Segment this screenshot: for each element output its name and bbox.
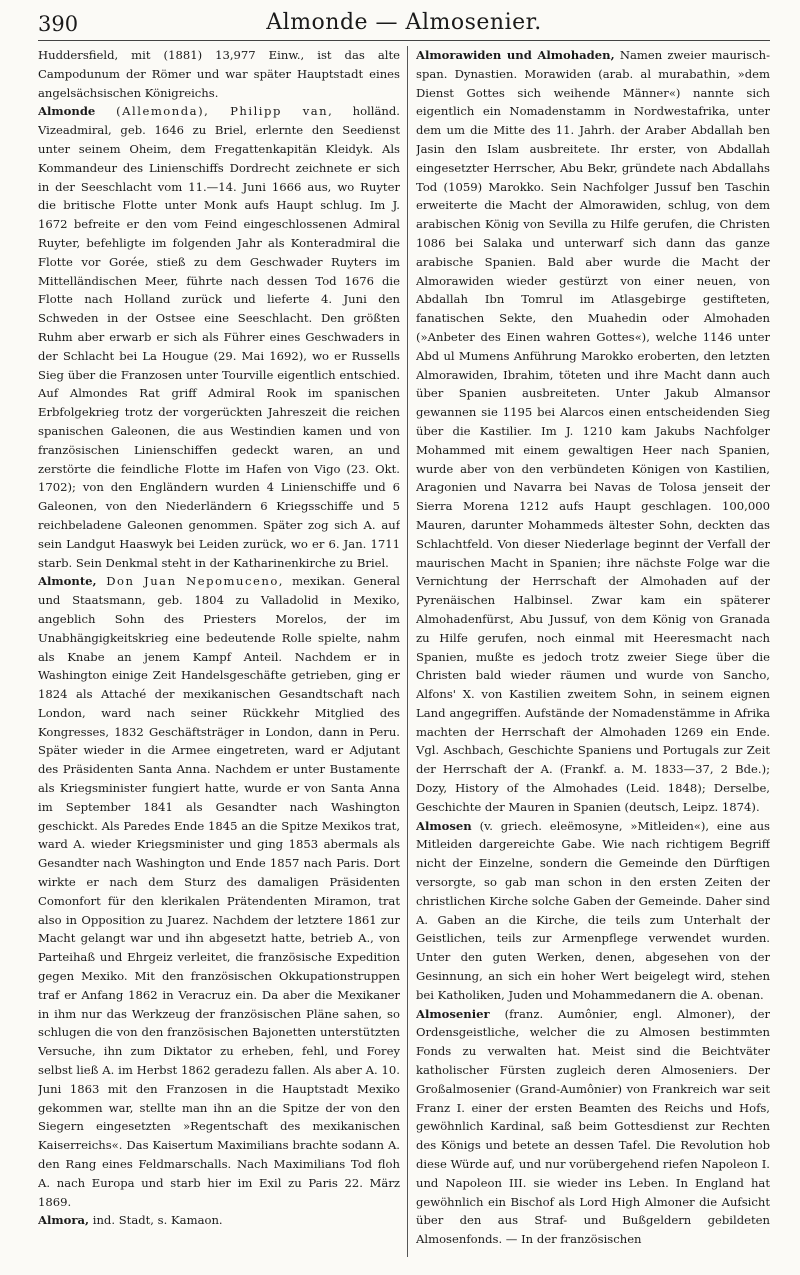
dictionary-entry xyxy=(416,1005,770,1249)
entry-text: Huddersfield, mit (1881) 13,977 Einw., ist das alte Campodunum der Römer und war später Hauptstadt eines angelsächsischen Königreichs. xyxy=(38,48,400,100)
dictionary-entry xyxy=(416,46,770,817)
text-columns xyxy=(38,46,770,1257)
entry-lemma: Almonde xyxy=(38,104,96,119)
left-column xyxy=(38,46,400,1257)
entry-lemma: Almonte, xyxy=(38,574,97,589)
dictionary-entry xyxy=(38,102,400,572)
entry-lemma: Almora, xyxy=(38,1213,90,1228)
entry-lemma: Almosenier xyxy=(416,1006,490,1021)
entry-text: Namen zweier maurisch-span. Dynastien. Morawiden (arab. al murabathin, »dem Dienst Gottes sich weihende Männer«) nannte sich eigentlich ein Nomadenstamm in Nordwestafrika, unter dem um die Mitte des 11. Jahrh. der Araber Abdallah ben Jasin den Islam ausbreitete. Ihr erster, von Abdallah eingesetzter Herrscher, Abu Bekr, gründete nach Abdallahs Tod (1059) Marokko. Sein Nachfolger Jussuf ben Taschin erweiterte die Macht der Almorawiden, schlug, von dem arabischen König von Sevilla zu Hilfe gerufen, die Christen 1086 bei Salaka und unterwarf sich dann das ganze arabische Spanien. Bald aber wurde die Macht der Almorawiden wieder gestürzt von einer neuen, von Abdallah Ibn Tomrul im Atlasgebirge gestifteten, fanatischen Sekte, den Muahedin oder Almohaden (»Anbeter des Einen wahren Gottes«), welche 1146 unter Abd ul Mumens Anführung Marokko eroberten, den letzten Almorawiden, Ibrahim, töteten und ihre Macht dann auch über Spanien ausbreiteten. Unter Jakub Almansor gewannen sie 1195 bei Alarcos einen entscheidenden Sieg über die Kastilier. Im J. 1210 kam Jakubs Nachfolger Mohammed mit einem gewaltigen Heer nach Spanien, wurde aber von den verbündeten Königen von Kastilien, Aragonien und Navarra bei Navas de Tolosa jenseit der Sierra Morena 1212 aufs Haupt geschlagen. 100,000 Mauren, darunter Mohammeds ältester Sohn, deckten das Schlachtfeld. Von dieser Niederlage beginnt der Verfall der maurischen Macht in Spanien; ihre nächste Folge war die Vernichtung der Herrschaft der Almohaden auf der Pyrenäischen Halbinsel. Zwar kam ein späterer Almohadenfürst, Abu Jussuf, von dem König von Granada zu Hilfe gerufen, noch einmal mit Heeresmacht nach Spanien, mußte es jedoch trotz zweier Siege über die Christen bald wieder räumen und wurde von Sancho, Alfons' X. von Kastilien zweitem Sohn, in seinem eignen Land angegriffen. Aufstände der Nomadenstämme in Afrika machten der Herrschaft der Almohaden 1269 ein Ende. Vgl. Aschbach, Geschichte Spaniens und Portugals zur Zeit der Herrschaft der A. (Frankf. a. M. 1833—37, 2 Bde.); Dozy, History of the Almohades (Leid. 1848); Derselbe, Geschichte der Mauren in Spanien (deutsch, Leipz. 1874). xyxy=(416,48,770,814)
entry-subject: Don Juan Nepomuceno, xyxy=(96,574,284,589)
entry-text: (v. griech. eleëmosyne, »Mitleiden«), eine aus Mitleiden dargereichte Gabe. Wie nach richtigem Begriff nicht der Einzelne, sondern die Gemeinde den Dürftigen versorgte, so gab man schon in den ersten Zeiten der christlichen Kirche solche Gaben der Gemeinde. Daher sind A. Gaben an die Kirche, die teils zum Unterhalt der Geistlichen, teils zur Armenpflege verwendet wurden. Unter den guten Werken, denen, abgesehen von der Gesinnung, an sich ein hoher Wert beigelegt wird, stehen bei Katholiken, Juden und Mohammedanern die A. obenan. xyxy=(416,818,770,1002)
entry-text: ind. Stadt, s. Kamaon. xyxy=(89,1213,223,1228)
entry-text: mexikan. General und Staatsmann, geb. 1804 zu Valladolid in Mexiko, angeblich Sohn des Priesters Morelos, der im Unabhängigkeitskrieg eine bedeutende Rolle spielte, nahm als Knabe an jenem Kampf Anteil. Nachdem er in Washington einige Zeit Handelsgeschäfte getrieben, ging er 1824 als Attaché der mexikanischen Gesandtschaft nach London, ward nach seiner Rückkehr Mitglied des Kongresses, 1832 Geschäftsträger in London, dann in Peru. Später wieder in die Armee eingetreten, ward er Adjutant des Präsidenten Santa Anna. Nachdem er unter Bustamente als Kriegsminister fungiert hatte, wurde er von Santa Anna im September 1841 als Gesandter nach Washington geschickt. Als Paredes Ende 1845 an die Spitze Mexikos trat, ward A. wieder Kriegsminister und ging 1853 abermals als Gesandter nach Washington und Ende 1857 nach Paris. Dort wirkte er nach dem Sturz des damaligen Präsidenten Comonfort für den klerikalen Prätendenten Miramon, trat also in Opposition zu Juarez. Nachdem der letztere 1861 zur Macht gelangt war und ihn abgesetzt hatte, betrieb A., von Parteihaß und Ehrgeiz verleitet, die französische Expedition gegen Mexiko. Mit den französischen Okkupationstruppen traf er Anfang 1862 in Veracruz ein. Da aber die Mexikaner in ihm nur das Werkzeug der französischen Pläne sahen, so schlugen die von den französischen Bajonetten unterstützten Versuche, ihn zum Diktator zu erheben, fehl, und Forey selbst ließ A. im Herbst 1862 geradezu fallen. Als aber A. 10. Juni 1863 mit den Franzosen in die Hauptstadt Mexiko gekommen war, stellte man ihn an die Spitze der von den Siegern eingesetzten »Regentschaft des mexikanischen Kaiserreichs«. Das Kaisertum Maximilians brachte sodann A. den Rang eines Feldmarschalls. Nach Maximilians Tod floh A. nach Europa und starb hier im Exil zu Paris 22. März 1869. xyxy=(38,574,400,1209)
dictionary-entry xyxy=(38,572,400,1211)
entry-text: holländ. Vizeadmiral, geb. 1646 zu Briel, erlernte den Seedienst unter seinem Oheim, dem Fregattenkapitän Kleidyk. Als Kommandeur des Linienschiffs Dordrecht zeichnete er sich in der Seeschlacht vom 11.—14. Juni 1666 aus, wo Ruyter die britische Flotte unter Monk aufs Haupt schlug. Im J. 1672 befreite er den vom Feind eingeschlossenen Admiral Ruyter, befehligte im folgenden Jahr als Konteradmiral die Flotte vor Gorée, stieß zu dem Geschwader Ruyters im Mittelländischen Meer, führte nach dessen Tod 1676 die Flotte nach Holland zurück und lieferte 4. Juni den Schweden in der Ostsee eine Seeschlacht. Den größten Ruhm aber erwarb er sich als Führer eines Geschwaders in der Schlacht bei La Hougue (29. Mai 1692), wo er Russells Sieg über die Franzosen unter Tourville eigentlich entschied. Auf Almondes Rat griff Admiral Rook im spanischen Erbfolgekrieg trotz der vorgerückten Jahreszeit die reichen spanischen Galeonen, die aus Westindien kamen und von französischen Linienschiffen gedeckt waren, an und zerstörte die feindliche Flotte im Hafen von Vigo (23. Okt. 1702); von den Engländern wurden 4 Linienschiffe und 6 Galeonen, von den Niederländern 6 Kriegsschiffe und 5 reichbeladene Galeonen genommen. Später zog sich A. auf sein Landgut Haaswyk bei Leiden zurück, wo er 6. Jan. 1711 starb. Sein Denkmal steht in der Katharinenkirche zu Briel. xyxy=(38,104,400,570)
running-head: Almonde — Almosenier. xyxy=(266,10,542,35)
entry-subject: (Allemonda), Philipp van, xyxy=(95,104,334,119)
entry-text: (franz. Aumônier, engl. Almoner), der Ordensgeistliche, welcher die zu Almosen bestimmten Fonds zu verwalten hat. Meist sind die Beichtväter katholischer Fürsten zugleich deren Almoseniers. Der Großalmosenier (Grand-Aumônier) von Frankreich war seit Franz I. einer der ersten Beamten des Reichs und Hofs, gewöhnlich Kardinal, saß beim Gottesdienst zur Rechten des Königs und betete an dessen Tafel. Die Revolution hob diese Würde auf, und nur vorübergehend riefen Napoleon I. und Napoleon III. sie wieder ins Leben. In England hat gewöhnlich ein Bischof als Lord High Almoner die Aufsicht über den aus Straf- und Bußgeldern gebildeten Almosenfonds. — In der französischen xyxy=(416,1006,770,1247)
dictionary-entry xyxy=(416,817,770,1005)
entry-lemma: Almorawiden und Almohaden, xyxy=(416,48,615,62)
dictionary-entry xyxy=(38,1211,400,1230)
right-column xyxy=(416,46,770,1257)
page-number: 390 xyxy=(38,12,79,36)
column-divider xyxy=(407,46,408,1257)
entry-lemma: Almosen xyxy=(416,818,472,833)
dictionary-entry xyxy=(38,46,400,102)
page-header xyxy=(38,8,770,41)
